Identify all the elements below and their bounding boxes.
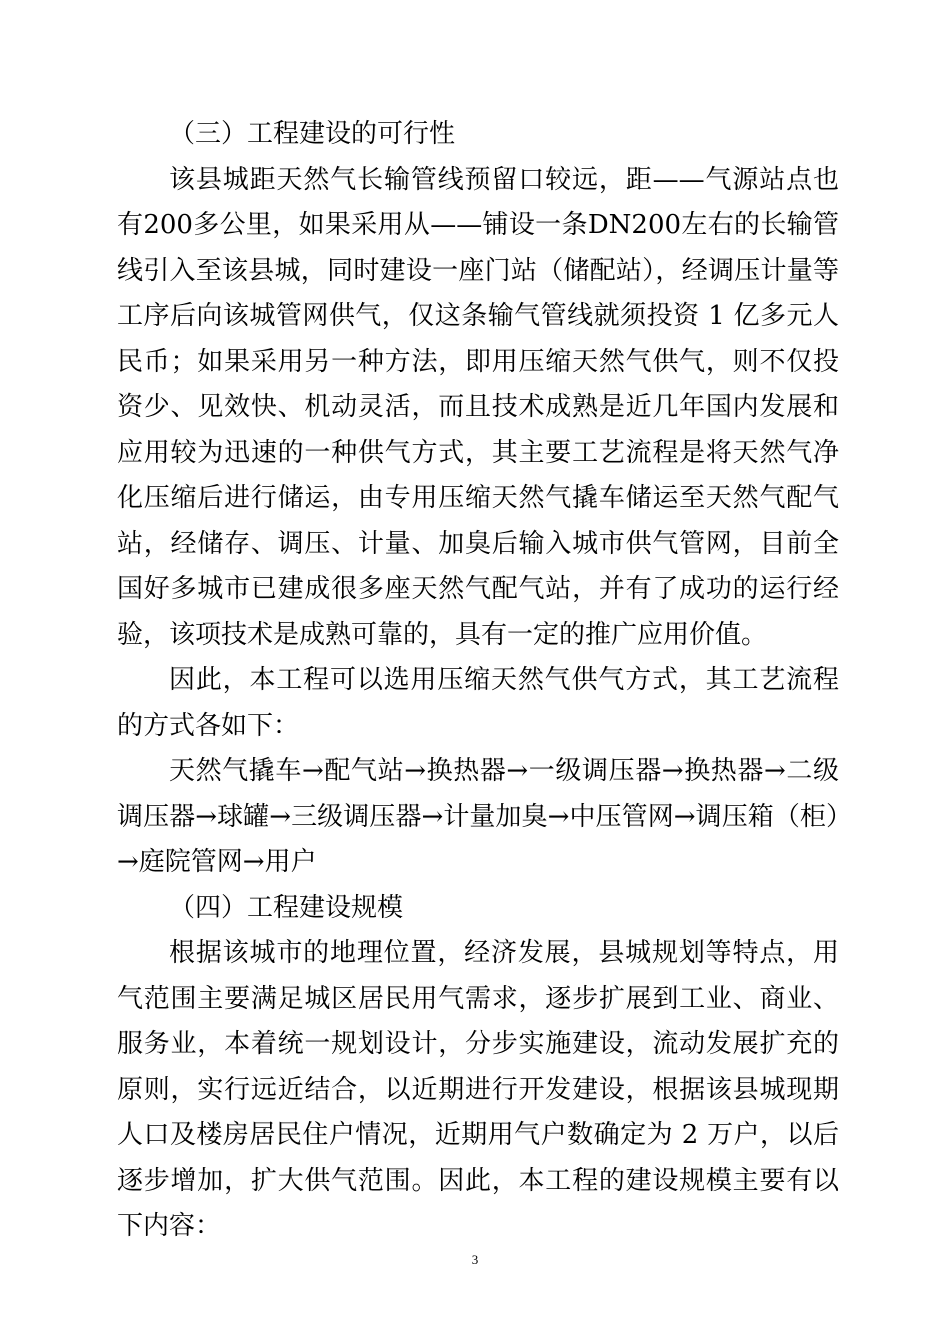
section-three-heading: （三）工程建设的可行性 <box>169 119 456 149</box>
paragraph-scale: 根据该城市的地理位置，经济发展，县城规划等特点，用气范围主要满足城区居民用气需求，逐步扩展到工业、商业、服务业，本着统一规划设计，分步实施建设，流动发展扩充的原则，实行远近结合，以近期进行开发建设，根据该县城现期人口及楼房居民住户情况，近期用气户数确定为 2 万户，以后逐步增加，扩大供气范围。因此，本工程的建设规模主要有以下内容： <box>117 938 839 1241</box>
document-body <box>117 112 839 1250</box>
paragraph-process-flow: 天然气撬车→配气站→换热器→一级调压器→换热器→二级调压器→球罐→三级调压器→计量加臭→中压管网→调压箱（柜）→庭院管网→用户 <box>117 756 839 877</box>
page-number: 3 <box>471 1252 479 1267</box>
paragraph-therefore: 因此，本工程可以选用压缩天然气供气方式，其工艺流程的方式各如下： <box>117 665 839 741</box>
section-four-heading: （四）工程建设规模 <box>169 892 404 923</box>
paragraph-feasibility: 该县城距天然气长输管线预留口较远，距——气源站点也有200多公里，如果采用从——铺设一条DN200左右的长输管线引入至该县城，同时建设一座门站（储配站），经调压计量等工序后向该城管网供气，仅这条输气管线就须投资 1 亿多元人民币；如果采用另一种方法，即用压缩天然气供气，则不仅投资少、见效快、机动灵活，而且技术成熟是近几年国内发展和应用较为迅速的一种供气方式，其主要工艺流程是将天然气净化压缩后进行储运，由专用压缩天然气撬车储运至天然气配气站，经储存、调压、计量、加臭后输入城市供气管网，目前全国好多城市已建成很多座天然气配气站，并有了成功的运行经验，该项技术是成熟可靠的，具有一定的推广应用价值。 <box>117 164 839 650</box>
